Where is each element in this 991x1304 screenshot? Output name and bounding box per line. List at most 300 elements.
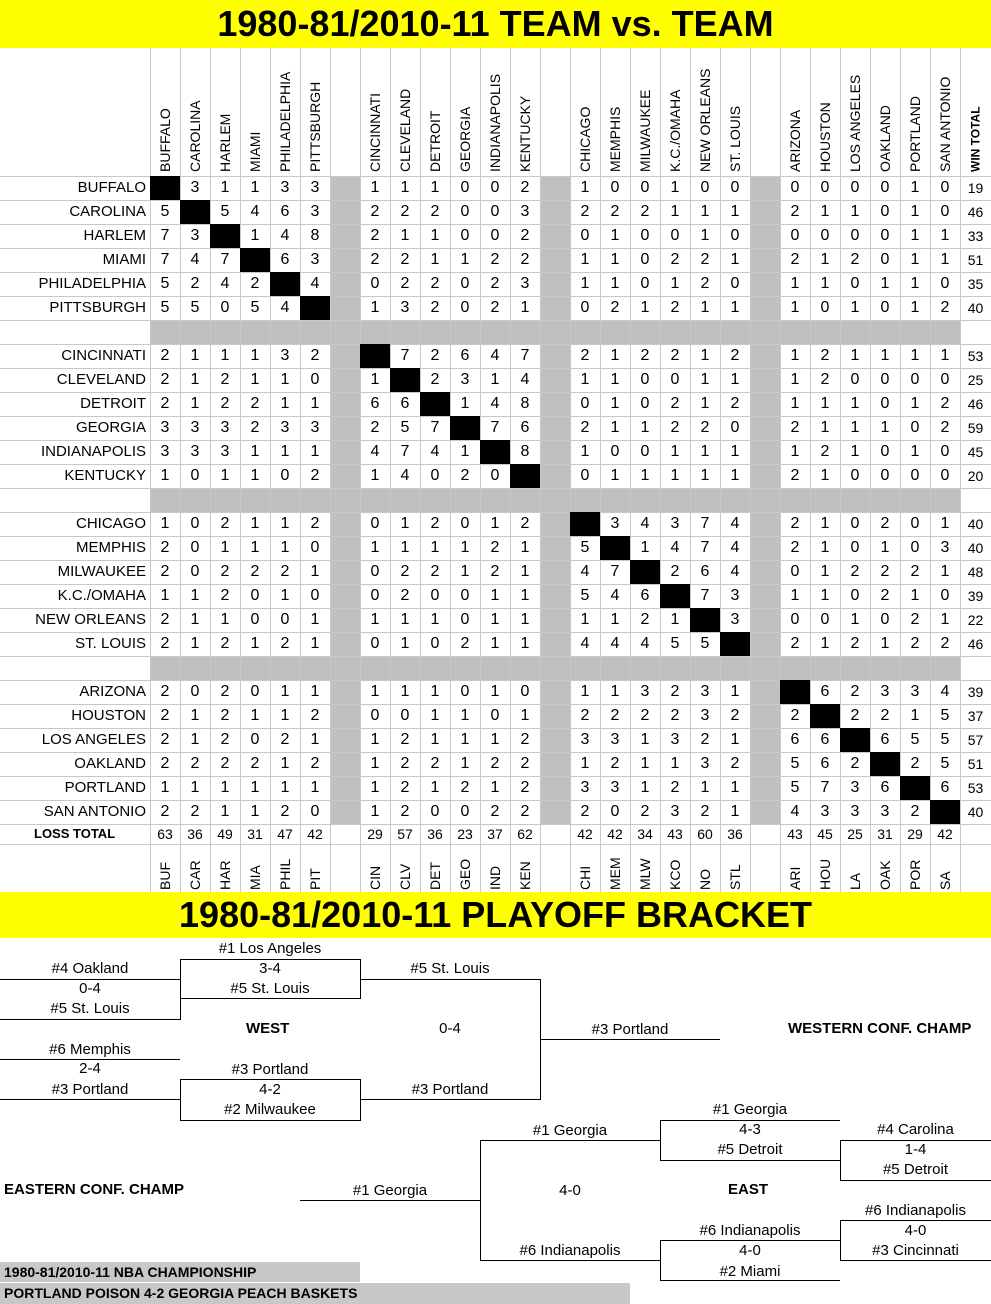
matchup-cell: 1	[430, 731, 440, 748]
matchup-cell: 2	[850, 635, 860, 652]
bracket-line	[0, 1019, 180, 1020]
win-total-cell: 35	[967, 276, 984, 292]
matchup-cell: 1	[160, 587, 170, 604]
conference-gap-row	[150, 656, 960, 680]
column-abbr: KEN	[517, 861, 533, 890]
matchup-cell: 8	[520, 443, 530, 460]
matchup-cell: 7	[610, 563, 620, 580]
matchup-cell: 1	[400, 683, 410, 700]
matchup-cell: 1	[790, 275, 800, 292]
matchup-cell: 2	[670, 779, 680, 796]
matchup-cell: 1	[190, 587, 200, 604]
diagonal-cell	[570, 512, 600, 536]
matchup-cell: 1	[910, 395, 920, 412]
matchup-cell: 0	[940, 371, 950, 388]
matchup-cell: 2	[310, 347, 320, 364]
column-abbr: IND	[487, 865, 503, 890]
matchup-cell: 0	[580, 227, 590, 244]
matchup-cell: 5	[160, 275, 170, 292]
loss-total-label: LOSS TOTAL	[34, 826, 116, 841]
matchup-cell: 2	[670, 395, 680, 412]
matchup-cell: 3	[280, 179, 290, 196]
matchup-cell: 1	[910, 227, 920, 244]
matchup-cell: 0	[400, 707, 410, 724]
matchup-cell: 0	[880, 203, 890, 220]
matchup-cell: 2	[790, 635, 800, 652]
matchup-cell: 2	[430, 755, 440, 772]
e4-top: #6 Indianapolis	[699, 1222, 801, 1239]
matchup-cell: 0	[490, 227, 500, 244]
matchup-cell: 3	[220, 419, 230, 436]
matchup-cell: 3	[910, 683, 920, 700]
w1-score: 0-4	[79, 980, 101, 997]
matchup-cell: 2	[400, 755, 410, 772]
matchup-cell: 2	[730, 755, 740, 772]
matchup-cell: 2	[670, 683, 680, 700]
matchup-cell: 1	[820, 563, 830, 580]
matchup-cell: 6	[460, 347, 470, 364]
matchup-cell: 4	[370, 443, 380, 460]
matchup-cell: 2	[250, 563, 260, 580]
matchup-cell: 1	[430, 707, 440, 724]
matchup-cell: 0	[580, 299, 590, 316]
matchup-cell: 3	[700, 755, 710, 772]
row-label: CAROLINA	[69, 203, 146, 220]
diagonal-cell	[930, 800, 960, 824]
matchup-cell: 3	[850, 803, 860, 820]
matchup-cell: 1	[580, 443, 590, 460]
matchup-cell: 0	[700, 179, 710, 196]
matchup-cell: 2	[580, 347, 590, 364]
matchup-cell: 1	[280, 539, 290, 556]
win-total-cell: 19	[967, 180, 984, 196]
matchup-cell: 2	[580, 707, 590, 724]
matchup-cell: 2	[850, 563, 860, 580]
win-total-cell: 57	[967, 732, 984, 748]
matchup-cell: 1	[370, 371, 380, 388]
matchup-cell: 3	[610, 515, 620, 532]
matchup-cell: 2	[610, 755, 620, 772]
matchup-cell: 2	[490, 563, 500, 580]
matchup-cell: 4	[400, 467, 410, 484]
matchup-cell: 1	[310, 683, 320, 700]
matchup-cell: 1	[520, 611, 530, 628]
matchup-cell: 1	[940, 347, 950, 364]
matchup-cell: 6	[280, 203, 290, 220]
matchup-cell: 1	[580, 179, 590, 196]
matchup-cell: 3	[580, 779, 590, 796]
matchup-cell: 5	[940, 707, 950, 724]
matchup-cell: 0	[280, 467, 290, 484]
matchup-cell: 1	[580, 371, 590, 388]
matchup-cell: 7	[400, 443, 410, 460]
matchup-cell: 2	[160, 395, 170, 412]
column-abbr: MIA	[247, 865, 263, 890]
row-label: KENTUCKY	[64, 467, 146, 484]
loss-total-cell: 60	[697, 826, 713, 842]
matchup-cell: 0	[460, 227, 470, 244]
matchup-cell: 0	[640, 275, 650, 292]
matchup-cell: 2	[880, 515, 890, 532]
matchup-cell: 1	[220, 611, 230, 628]
matchup-cell: 1	[910, 707, 920, 724]
grid-line	[750, 48, 751, 892]
matchup-cell: 2	[430, 275, 440, 292]
matchup-cell: 2	[460, 635, 470, 652]
matchup-cell: 6	[790, 731, 800, 748]
grid-line	[0, 320, 991, 321]
matchup-cell: 1	[520, 299, 530, 316]
matchup-cell: 2	[640, 707, 650, 724]
e4-score: 4-0	[739, 1242, 761, 1259]
matchup-cell: 2	[670, 707, 680, 724]
matchup-cell: 0	[940, 443, 950, 460]
matchup-cell: 1	[430, 539, 440, 556]
matchup-cell: 2	[700, 251, 710, 268]
matchup-cell: 3	[700, 683, 710, 700]
matchup-cell: 4	[730, 539, 740, 556]
e4-bottom: #2 Miami	[719, 1263, 781, 1280]
row-label: NEW ORLEANS	[35, 611, 146, 628]
matchup-cell: 1	[880, 275, 890, 292]
column-abbr: KCO	[667, 859, 683, 890]
diagonal-cell	[450, 416, 480, 440]
matchup-cell: 4	[640, 515, 650, 532]
column-header: MEMPHIS	[607, 106, 623, 172]
matchup-cell: 2	[220, 707, 230, 724]
matchup-cell: 5	[910, 731, 920, 748]
matchup-cell: 2	[850, 755, 860, 772]
diagonal-cell	[900, 776, 930, 800]
matchup-cell: 3	[520, 275, 530, 292]
column-abbr: LA	[847, 872, 863, 890]
column-header: DETROIT	[427, 110, 443, 172]
column-header: ST. LOUIS	[727, 105, 743, 172]
win-total-cell: 40	[967, 540, 984, 556]
matchup-cell: 1	[250, 707, 260, 724]
matchup-cell: 1	[910, 443, 920, 460]
win-total-cell: 46	[967, 636, 984, 652]
matchup-cell: 2	[640, 611, 650, 628]
matchup-cell: 2	[430, 347, 440, 364]
row-label: MILWAUKEE	[57, 563, 146, 580]
matchup-cell: 1	[640, 755, 650, 772]
matchup-cell: 1	[850, 443, 860, 460]
matchup-cell: 1	[460, 395, 470, 412]
matchup-cell: 3	[730, 587, 740, 604]
matchup-cell: 1	[580, 755, 590, 772]
matchup-cell: 0	[220, 299, 230, 316]
matchup-cell: 3	[190, 419, 200, 436]
matchup-cell: 3	[880, 683, 890, 700]
matchup-cell: 1	[220, 467, 230, 484]
matchup-cell: 5	[160, 203, 170, 220]
column-abbr: CLV	[397, 863, 413, 890]
matchup-cell: 0	[490, 203, 500, 220]
matchup-cell: 1	[370, 179, 380, 196]
diagonal-cell	[300, 296, 330, 320]
matchup-cell: 3	[310, 203, 320, 220]
matchup-cell: 2	[220, 755, 230, 772]
matchup-cell: 1	[160, 467, 170, 484]
matchup-cell: 7	[430, 419, 440, 436]
matchup-cell: 0	[880, 227, 890, 244]
matchup-cell: 2	[220, 683, 230, 700]
matchup-cell: 3	[580, 731, 590, 748]
matchup-cell: 1	[370, 779, 380, 796]
matchup-cell: 0	[880, 467, 890, 484]
e2-score: 4-3	[739, 1121, 761, 1138]
matchup-cell: 1	[250, 179, 260, 196]
matchup-cell: 5	[670, 635, 680, 652]
matchup-cell: 2	[910, 611, 920, 628]
w4-top: #3 Portland	[231, 1061, 309, 1078]
matchup-cell: 2	[190, 755, 200, 772]
matchup-cell: 1	[910, 299, 920, 316]
matchup-cell: 2	[790, 203, 800, 220]
bracket-line	[0, 1099, 180, 1100]
row-label: ST. LOUIS	[75, 635, 146, 652]
diagonal-cell	[810, 704, 840, 728]
column-abbr: POR	[907, 859, 923, 890]
matchup-cell: 1	[670, 611, 680, 628]
matchup-cell: 0	[790, 179, 800, 196]
matchup-cell: 2	[790, 467, 800, 484]
team-vs-team-grid	[0, 48, 991, 892]
loss-total-cell: 29	[367, 826, 383, 842]
loss-total-cell: 63	[157, 826, 173, 842]
matchup-cell: 5	[220, 203, 230, 220]
matchup-cell: 0	[490, 707, 500, 724]
row-label: PORTLAND	[64, 779, 146, 796]
ef-score: 4-0	[559, 1182, 581, 1199]
matchup-cell: 1	[520, 563, 530, 580]
matchup-cell: 2	[850, 251, 860, 268]
diagonal-cell	[690, 608, 720, 632]
diagonal-cell	[780, 680, 810, 704]
matchup-cell: 1	[790, 371, 800, 388]
matchup-cell: 0	[310, 539, 320, 556]
matchup-cell: 0	[880, 395, 890, 412]
bracket-line	[300, 1200, 480, 1201]
matchup-cell: 2	[670, 419, 680, 436]
matchup-cell: 2	[520, 731, 530, 748]
column-abbr: MLW	[637, 858, 653, 890]
column-header: CHICAGO	[577, 106, 593, 172]
wf-bottom: #3 Portland	[411, 1081, 489, 1098]
matchup-cell: 1	[280, 683, 290, 700]
matchup-cell: 0	[790, 563, 800, 580]
matchup-cell: 2	[370, 419, 380, 436]
matchup-cell: 0	[610, 803, 620, 820]
matchup-cell: 1	[940, 611, 950, 628]
matchup-cell: 2	[430, 203, 440, 220]
wf-score: 0-4	[439, 1020, 461, 1037]
matchup-cell: 4	[640, 635, 650, 652]
bracket-line	[660, 1240, 840, 1241]
matchup-cell: 2	[580, 419, 590, 436]
row-label: HOUSTON	[71, 707, 146, 724]
matchup-cell: 1	[280, 755, 290, 772]
matchup-cell: 3	[190, 179, 200, 196]
matchup-cell: 6	[940, 779, 950, 796]
win-total-cell: 51	[967, 252, 984, 268]
bracket-line	[180, 998, 360, 999]
matchup-cell: 4	[310, 275, 320, 292]
matchup-cell: 6	[520, 419, 530, 436]
bracket-line	[660, 1120, 661, 1161]
matchup-cell: 0	[310, 803, 320, 820]
w4-score: 4-2	[259, 1081, 281, 1098]
matchup-cell: 5	[790, 779, 800, 796]
matchup-cell: 3	[850, 779, 860, 796]
matchup-cell: 0	[910, 539, 920, 556]
matchup-cell: 5	[580, 587, 590, 604]
diagonal-cell	[600, 536, 630, 560]
column-abbr: GEO	[457, 858, 473, 890]
loss-total-cell: 36	[727, 826, 743, 842]
e2-bottom: #5 Detroit	[717, 1141, 783, 1158]
win-total-cell: 37	[967, 708, 984, 724]
east-label: EAST	[728, 1181, 769, 1198]
matchup-cell: 4	[790, 803, 800, 820]
matchup-cell: 1	[640, 539, 650, 556]
matchup-cell: 0	[640, 443, 650, 460]
matchup-cell: 2	[250, 275, 260, 292]
column-abbr: PHIL	[277, 858, 293, 890]
w2-score: 3-4	[259, 960, 281, 977]
matchup-cell: 2	[520, 227, 530, 244]
matchup-cell: 1	[610, 275, 620, 292]
column-header: CINCINNATI	[367, 92, 383, 172]
bracket-line	[660, 1240, 661, 1281]
matchup-cell: 1	[280, 587, 290, 604]
matchup-cell: 1	[640, 731, 650, 748]
matchup-cell: 0	[850, 179, 860, 196]
win-total-cell: 48	[967, 564, 984, 580]
matchup-cell: 0	[190, 467, 200, 484]
matchup-cell: 2	[520, 755, 530, 772]
matchup-cell: 1	[910, 179, 920, 196]
e3-bottom: #3 Cincinnati	[872, 1242, 959, 1259]
row-label: MEMPHIS	[75, 539, 146, 556]
matchup-cell: 0	[880, 299, 890, 316]
matchup-cell: 0	[730, 419, 740, 436]
win-total-cell: 46	[967, 204, 984, 220]
matchup-cell: 1	[850, 611, 860, 628]
matchup-cell: 6	[400, 395, 410, 412]
matchup-cell: 2	[700, 275, 710, 292]
matchup-cell: 2	[400, 803, 410, 820]
matchup-cell: 1	[280, 443, 290, 460]
matchup-cell: 0	[460, 275, 470, 292]
matchup-cell: 0	[460, 515, 470, 532]
ef-top: #1 Georgia	[532, 1122, 608, 1139]
matchup-cell: 5	[790, 755, 800, 772]
matchup-cell: 1	[700, 299, 710, 316]
matchup-cell: 2	[220, 371, 230, 388]
matchup-cell: 1	[460, 539, 470, 556]
matchup-cell: 0	[610, 179, 620, 196]
west-label: WEST	[246, 1020, 290, 1037]
matchup-cell: 5	[940, 755, 950, 772]
matchup-cell: 2	[580, 803, 590, 820]
column-abbr: ARI	[787, 866, 803, 890]
matchup-cell: 4	[490, 395, 500, 412]
matchup-cell: 1	[820, 587, 830, 604]
matchup-cell: 1	[400, 611, 410, 628]
matchup-cell: 1	[400, 179, 410, 196]
matchup-cell: 3	[820, 803, 830, 820]
matchup-cell: 2	[820, 371, 830, 388]
matchup-cell: 1	[370, 467, 380, 484]
matchup-cell: 1	[700, 395, 710, 412]
matchup-cell: 2	[160, 371, 170, 388]
diagonal-cell	[870, 752, 900, 776]
column-abbr: PIT	[307, 868, 323, 890]
matchup-cell: 0	[730, 179, 740, 196]
matchup-cell: 0	[910, 419, 920, 436]
matchup-cell: 2	[670, 299, 680, 316]
matchup-cell: 0	[190, 515, 200, 532]
diagonal-cell	[420, 392, 450, 416]
matchup-cell: 0	[910, 371, 920, 388]
matchup-cell: 4	[940, 683, 950, 700]
matchup-cell: 0	[370, 707, 380, 724]
matchup-cell: 1	[250, 227, 260, 244]
matchup-cell: 6	[370, 395, 380, 412]
matchup-cell: 0	[580, 395, 590, 412]
matchup-cell: 0	[190, 563, 200, 580]
grid-line	[0, 488, 991, 489]
column-abbr: HAR	[217, 860, 233, 890]
matchup-cell: 1	[250, 467, 260, 484]
matchup-cell: 0	[940, 179, 950, 196]
matchup-cell: 1	[280, 707, 290, 724]
matchup-cell: 2	[520, 179, 530, 196]
column-header: LOS ANGELES	[847, 74, 863, 172]
matchup-cell: 1	[730, 731, 740, 748]
w3-top: #6 Memphis	[49, 1041, 131, 1058]
matchup-cell: 1	[940, 563, 950, 580]
grid-line	[540, 48, 541, 892]
matchup-cell: 2	[280, 731, 290, 748]
matchup-cell: 1	[910, 347, 920, 364]
matchup-cell: 8	[520, 395, 530, 412]
matchup-cell: 1	[370, 539, 380, 556]
matchup-cell: 1	[280, 515, 290, 532]
ef-bottom: #6 Indianapolis	[519, 1242, 621, 1259]
column-abbr: NO	[697, 869, 713, 890]
matchup-cell: 2	[490, 299, 500, 316]
diagonal-cell	[180, 200, 210, 224]
matchup-cell: 4	[190, 251, 200, 268]
bracket-line	[540, 1039, 720, 1040]
matchup-cell: 0	[850, 275, 860, 292]
matchup-cell: 2	[250, 395, 260, 412]
matchup-cell: 5	[190, 299, 200, 316]
matchup-cell: 1	[880, 347, 890, 364]
matchup-cell: 3	[310, 419, 320, 436]
diagonal-cell	[630, 560, 660, 584]
matchup-cell: 4	[730, 515, 740, 532]
matchup-cell: 0	[670, 371, 680, 388]
playoff-bracket	[0, 938, 991, 1304]
matchup-cell: 2	[880, 587, 890, 604]
matchup-cell: 1	[520, 587, 530, 604]
column-header: ARIZONA	[787, 109, 803, 172]
matchup-cell: 1	[610, 467, 620, 484]
